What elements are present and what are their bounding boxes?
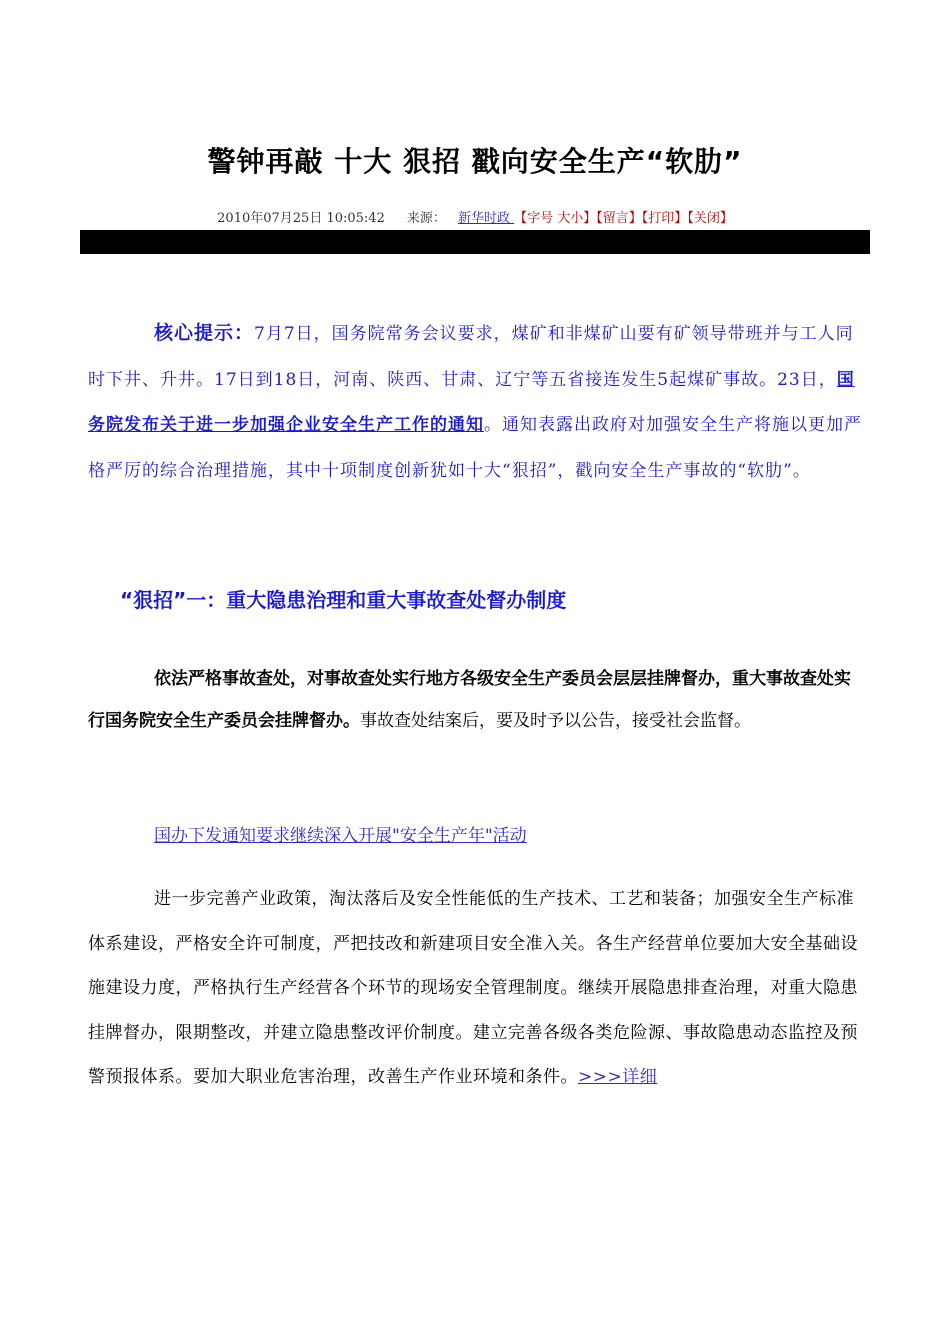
section-heading: “狠招”一：重大隐患治理和重大事故查处督办制度	[120, 588, 567, 612]
summary-text-before: 7月7日，国务院常务会议要求，煤矿和非煤矿山要有矿领导带班并与工人同时下井、升井。17日到18日，河南、陕西、甘肃、辽宁等五省接连发生5起煤矿事故。23日，	[88, 324, 854, 390]
para-bold-text: 依法严格事故查处，对事故查处实行地方各级安全生产委员会层层挂牌督办，重大事故查处实行国务院安全生产委员会挂牌督办。	[88, 669, 851, 731]
related-link-line	[154, 821, 854, 846]
publish-datetime: 2010年07月25日 10:05:42	[217, 211, 385, 226]
source-label: 来源：	[406, 211, 446, 226]
header-divider-bar	[80, 230, 870, 254]
article-meta	[0, 207, 950, 226]
comment-link[interactable]: 【留言】	[596, 211, 642, 226]
print-link[interactable]: 【打印】	[641, 211, 688, 226]
notice-link[interactable]: 国务院发布关于进一步加强企业安全生产工作的通知	[88, 369, 855, 435]
summary-paragraph	[88, 311, 863, 494]
more-details-link[interactable]: >>>详细	[578, 1067, 658, 1087]
source-link[interactable]: 新华时政	[458, 211, 515, 226]
para-normal-text: 事故查处结案后，要及时予以公告，接受社会监督。	[360, 711, 751, 731]
summary-label: 核心提示：	[154, 322, 255, 344]
para2-text: 进一步完善产业政策，淘汰落后及安全性能低的生产技术、工艺和装备；加强安全生产标准体系建设，严格安全许可制度，严把技改和新建项目安全准入关。各生产经营单位要加大安全基础设施建设力度，严格执行生产经营各个环节的现场安全管理制度。继续开展隐患排查治理，对重大隐患挂牌督办，限期整改，并建立隐患整改评价制度。建立完善各级各类危险源、事故隐患动态监控及预警预报体系。要加大职业危害治理，改善生产作业环境和条件。	[88, 889, 858, 1087]
related-article-link[interactable]: 国办下发通知要求继续深入开展"安全生产年"活动	[154, 826, 527, 846]
section-paragraph-2	[88, 877, 863, 1100]
font-size-control[interactable]: 【字号 大小】	[514, 211, 597, 226]
close-link[interactable]: 【关闭】	[687, 211, 733, 226]
section-paragraph-1	[88, 658, 863, 742]
article-title: 警钟再敲 十大 狠招 戳向安全生产“软肋”	[207, 145, 743, 178]
summary-text-after: 。通知表露出政府对加强安全生产将施以更加严格严厉的综合治理措施，其中十项制度创新犹如十大“狠招”，戳向安全生产事故的“软肋”。	[88, 415, 862, 481]
